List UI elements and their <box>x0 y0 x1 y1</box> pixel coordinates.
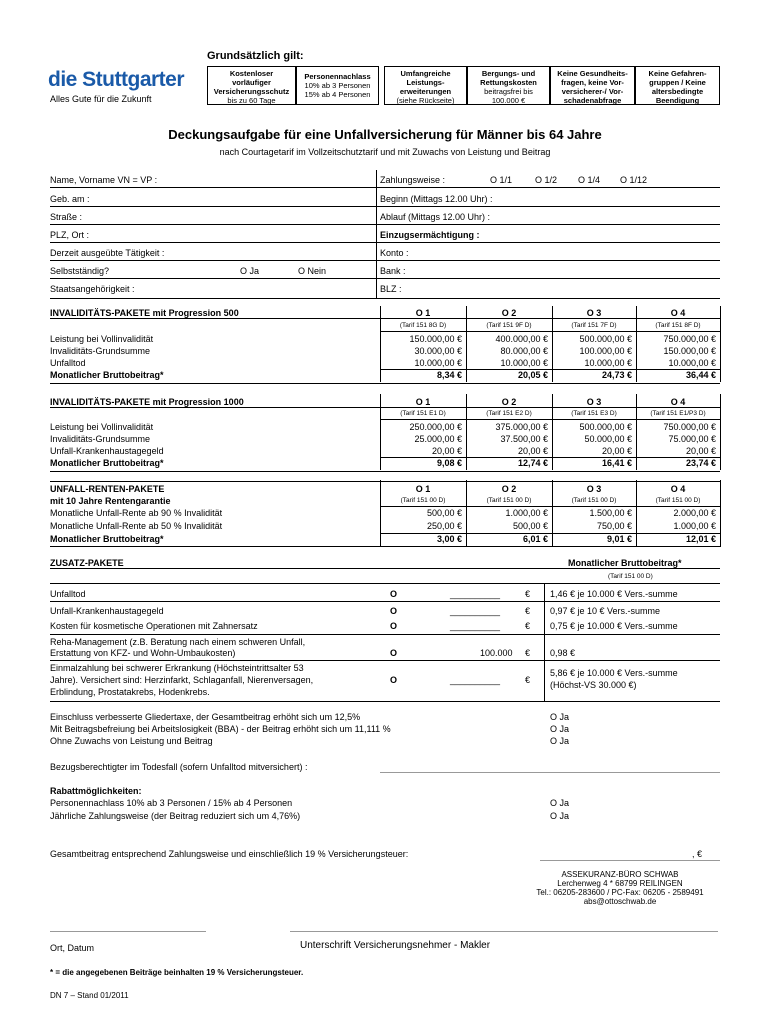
pkg3-cell: 1.000,00 € <box>673 521 716 531</box>
pkg2-cell: 12,74 € <box>517 458 548 468</box>
zusatz-ez-1: Einmalzahlung bei schwerer Erkrankung (Höchsteintrittsalter 53 <box>50 663 304 673</box>
pkg2-col-1[interactable]: O 1 <box>415 397 431 407</box>
pkg3-cell: 250,00 € <box>426 521 462 531</box>
zusatz-beitrag-header: Monatlicher Bruttobeitrag* <box>568 558 682 568</box>
zusatz-kh: Unfall-Krankenhaustagegeld <box>50 606 164 616</box>
feature-line: Personennachlass <box>304 72 371 81</box>
feature-line: bis zu 60 Tage <box>227 96 276 105</box>
pkg1-cell: 30.000,00 € <box>414 346 462 356</box>
feature-line: altersbedingte <box>651 87 704 96</box>
footnote: * = die angegebenen Beiträge beinhalten 19 % Versicherungsteuer. <box>50 968 304 977</box>
column-divider <box>552 480 553 547</box>
pkg3-cell: 9,01 € <box>606 534 632 544</box>
pkg2-cell: 23,74 € <box>685 458 716 468</box>
zusatz-unfalltod: Unfalltod <box>50 589 86 599</box>
pkg3-title: UNFALL-RENTEN-PAKETE <box>50 484 165 494</box>
pkg2-title: INVALIDITÄTS-PAKETE mit Progression 1000 <box>50 397 244 407</box>
pkg2-cell: 250.000,00 € <box>409 422 462 432</box>
pkg2-cell: 37.500,00 € <box>500 434 548 444</box>
pkg3-cell: 1.500,00 € <box>589 508 632 518</box>
zusatz-ez-input[interactable]: __________ <box>450 675 501 685</box>
pkg2-cell: 750.000,00 € <box>663 422 716 432</box>
pkg2-tarif-2: (Tarif 151 E2 D) <box>486 410 532 417</box>
geb-label: Geb. am : <box>50 194 90 204</box>
sum-divider <box>380 369 720 370</box>
extra-gliedertaxe: Einschluss verbesserte Gliedertaxe, der Gesamtbeitrag erhöht sich um 12,5% <box>50 712 361 722</box>
feature-line: (siehe Rückseite) <box>396 96 455 105</box>
unterschrift-label: Unterschrift Versicherungsnehmer - Makler <box>300 940 491 951</box>
euro: € <box>525 606 531 616</box>
column-divider <box>466 394 467 470</box>
pkg2-cell: 75.000,00 € <box>668 434 716 444</box>
ort-datum-label: Ort, Datum <box>50 943 95 953</box>
selbst-ja[interactable]: O Ja <box>240 266 260 276</box>
pkg3-cell: 750,00 € <box>596 521 632 531</box>
feature-line: Versicherungsschutz <box>213 87 290 96</box>
pkg1-title: INVALIDITÄTS-PAKETE mit Progression 500 <box>50 308 239 318</box>
column-divider <box>552 394 553 470</box>
rabatt-1: Personennachlass 10% ab 3 Personen / 15% ab 4 Personen <box>50 798 293 808</box>
euro: € <box>525 621 531 631</box>
pkg2-cell: 20,00 € <box>685 446 716 456</box>
feature-box-1 <box>207 66 296 105</box>
zusatz-kh-price: 0,97 € je 10 € Vers.-summe <box>550 606 661 616</box>
pkg3-cell: 500,00 € <box>426 508 462 518</box>
pkg1-col-3[interactable]: O 3 <box>586 308 602 318</box>
pkg2-tarif-1: (Tarif 151 E1 D) <box>400 410 446 417</box>
zw-option-1[interactable]: O 1/1 <box>490 175 513 185</box>
euro: € <box>525 648 531 658</box>
address-line: abs@ottoschwab.de <box>583 897 657 906</box>
feature-box-2 <box>296 66 379 105</box>
column-divider <box>466 306 467 382</box>
pkg1-row-label: Monatlicher Bruttobeitrag* <box>50 370 164 380</box>
pkg2-col-4[interactable]: O 4 <box>670 397 686 407</box>
euro: € <box>525 589 531 599</box>
address-line: ASSEKURANZ-BÜRO SCHWAB <box>561 870 679 879</box>
pkg1-cell: 100.000,00 € <box>579 346 632 356</box>
name-label: Name, Vorname VN = VP : <box>50 175 158 185</box>
feature-line: Rettungskosten <box>480 78 537 87</box>
pkg3-cell: 3,00 € <box>436 534 462 544</box>
pkg2-cell: 20,00 € <box>517 446 548 456</box>
zw-option-2[interactable]: O 1/2 <box>535 175 558 185</box>
zahlungsweise-label: Zahlungsweise : <box>380 175 446 185</box>
feature-line: Leistungs- <box>406 78 445 87</box>
pkg1-cell: 10.000,00 € <box>414 358 462 368</box>
taetigkeit-label: Derzeit ausgeübte Tätigkeit : <box>50 248 165 258</box>
konto-label: Konto : <box>380 248 409 258</box>
zusatz-ez-price-1: 5,86 € je 10.000 € Vers.-summe <box>550 668 678 678</box>
pkg2-col-3[interactable]: O 3 <box>586 397 602 407</box>
sum-divider <box>380 457 720 458</box>
logo-tagline: Alles Gute für die Zukunft <box>50 94 152 104</box>
feature-line: versicherer-/ Vor- <box>561 87 624 96</box>
feature-box-3 <box>384 66 467 105</box>
zusatz-kh-check[interactable]: O <box>390 606 398 616</box>
pkg1-cell: 8,34 € <box>436 370 462 380</box>
zusatz-ez-price-2: (Höchst-VS 30.000 €) <box>550 680 637 690</box>
pkg2-cell: 50.000,00 € <box>584 434 632 444</box>
address-block <box>520 870 720 906</box>
staat-label: Staatsangehörigkeit : <box>50 284 135 294</box>
pkg2-row-label: Unfall-Krankenhaustagegeld <box>50 446 164 456</box>
einzug-label: Einzugsermächtigung : <box>380 230 480 240</box>
pkg2-cell: 500.000,00 € <box>579 422 632 432</box>
selbst-label: Selbstständig? <box>50 266 110 276</box>
zw-option-3[interactable]: O 1/4 <box>578 175 601 185</box>
pkg1-cell: 24,73 € <box>601 370 632 380</box>
pkg1-cell: 36,44 € <box>685 370 716 380</box>
zusatz-ez-3: Erblindung, Prostatakrebs, Hodenkrebs. <box>50 687 210 697</box>
column-divider <box>380 306 381 382</box>
zusatz-reha-1: Reha-Management (z.B. Beratung nach einem schweren Unfall, <box>50 637 306 647</box>
pkg1-cell: 500.000,00 € <box>579 334 632 344</box>
column-divider <box>720 306 721 382</box>
pkg3-cell: 500,00 € <box>512 521 548 531</box>
pkg1-tarif-1: (Tarif 151 8G D) <box>399 322 447 329</box>
pkg3-col-3[interactable]: O 3 <box>586 484 602 494</box>
pkg1-col-2[interactable]: O 2 <box>501 308 517 318</box>
zusatz-reha-price: 0,98 € <box>550 648 576 658</box>
feature-box-4 <box>467 66 550 105</box>
blz-label: BLZ : <box>380 284 402 294</box>
grundsatz-title: Grundsätzlich gilt: <box>207 50 304 62</box>
ablauf-label: Ablauf (Mittags 12.00 Uhr) : <box>380 212 491 222</box>
pkg3-row-label: Monatliche Unfall-Rente ab 90 % Invalidität <box>50 508 223 518</box>
column-divider <box>636 394 637 470</box>
feature-line: fragen, keine Vor- <box>561 78 624 87</box>
pkg2-cell: 25.000,00 € <box>414 434 462 444</box>
pkg3-col-1[interactable]: O 1 <box>415 484 431 494</box>
zusatz-ez-2: Jahre). Versichert sind: Herzinfarkt, Schlaganfall, Nierenversagen, <box>50 675 314 685</box>
logo: die Stuttgarter <box>48 68 185 91</box>
pkg1-cell: 20,05 € <box>517 370 548 380</box>
column-divider <box>552 306 553 382</box>
pkg1-col-4[interactable]: O 4 <box>670 308 686 318</box>
rabatt-title: Rabattmöglichkeiten: <box>50 786 142 796</box>
feature-box-5 <box>550 66 635 105</box>
zusatz-reha-2: Erstattung von KFZ- und Wohn-Umbaukosten) <box>50 648 236 658</box>
pkg3-tarif-1: (Tarif 151 00 D) <box>400 497 446 504</box>
feature-line: 10% ab 3 Personen <box>304 81 371 90</box>
feature-line: Beendigung <box>655 96 700 105</box>
document-title: Deckungsaufgabe für eine Unfallversicherung für Männer bis 64 Jahre <box>168 127 602 142</box>
rabatt-1-ja[interactable]: O Ja <box>550 798 570 808</box>
zusatz-ez-check[interactable]: O <box>390 675 398 685</box>
column-divider <box>380 480 381 547</box>
column-divider <box>466 480 467 547</box>
rabatt-2: Jährliche Zahlungsweise (der Beitrag reduziert sich um 4,76%) <box>50 811 301 821</box>
pkg3-cell: 6,01 € <box>522 534 548 544</box>
pkg1-tarif-2: (Tarif 151 9F D) <box>486 322 532 329</box>
feature-line: gruppen / Keine <box>649 78 706 87</box>
pkg2-cell: 9,08 € <box>436 458 462 468</box>
doc-stand: DN 7 – Stand 01/2011 <box>50 991 129 1000</box>
pkg3-cell: 12,01 € <box>685 534 716 544</box>
pkg1-cell: 10.000,00 € <box>500 358 548 368</box>
zusatz-kosm-check[interactable]: O <box>390 621 398 631</box>
pkg2-row-label: Monatlicher Bruttobeitrag* <box>50 458 164 468</box>
zusatz-unfalltod-input[interactable]: __________ <box>450 589 501 599</box>
feature-line: Keine Gefahren- <box>648 69 707 78</box>
zusatz-tarif: (Tarif 151 00 D) <box>608 573 653 580</box>
pkg3-row-label: Monatliche Unfall-Rente ab 50 % Invalidität <box>50 521 223 531</box>
feature-line: Keine Gesundheits- <box>557 69 628 78</box>
feature-line: 15% ab 4 Personen <box>304 90 371 99</box>
pkg2-tarif-3: (Tarif 151 E3 D) <box>571 410 617 417</box>
pkg3-tarif-3: (Tarif 151 00 D) <box>571 497 617 504</box>
feature-line: Kostenloser <box>229 69 274 78</box>
gesamt-value[interactable]: , € <box>692 849 703 859</box>
euro: € <box>525 675 531 685</box>
pkg1-cell: 10.000,00 € <box>668 358 716 368</box>
pkg2-col-2[interactable]: O 2 <box>501 397 517 407</box>
gesamt-label: Gesamtbeitrag entsprechend Zahlungsweise und einschließlich 19 % Versicherungsteuer: <box>50 849 409 859</box>
pkg2-cell: 20,00 € <box>431 446 462 456</box>
zusatz-kh-input[interactable]: __________ <box>450 606 501 616</box>
zusatz-unfalltod-price: 1,46 € je 10.000 € Vers.-summe <box>550 589 678 599</box>
pkg1-cell: 150.000,00 € <box>663 346 716 356</box>
pkg2-tarif-4: (Tarif 151 E1/P3 D) <box>650 410 706 417</box>
pkg3-title2: mit 10 Jahre Rentengarantie <box>50 496 171 506</box>
document-subtitle: nach Courtagetarif im Vollzeitschutztarif und mit Zuwachs von Leistung und Beitrag <box>219 147 551 157</box>
pkg1-cell: 750.000,00 € <box>663 334 716 344</box>
pkg2-cell: 375.000,00 € <box>495 422 548 432</box>
column-divider <box>636 480 637 547</box>
zusatz-unfalltod-check[interactable]: O <box>390 589 398 599</box>
pkg2-row-label: Leistung bei Vollinvalidität <box>50 422 154 432</box>
feature-box-6 <box>635 66 720 105</box>
feature-line: erweiterungen <box>399 87 452 96</box>
pkg1-cell: 150.000,00 € <box>409 334 462 344</box>
extra-ohne-zuwachs: Ohne Zuwachs von Leistung und Beitrag <box>50 736 213 746</box>
bank-label: Bank : <box>380 266 406 276</box>
pkg3-tarif-4: (Tarif 151 00 D) <box>655 497 701 504</box>
pkg1-cell: 80.000,00 € <box>500 346 548 356</box>
pkg2-cell: 16,41 € <box>601 458 632 468</box>
zusatz-title: ZUSATZ-PAKETE <box>50 558 124 568</box>
pkg1-row-label: Invaliditäts-Grundsumme <box>50 346 151 356</box>
strasse-label: Straße : <box>50 212 83 222</box>
pkg3-row-label: Monatlicher Bruttobeitrag* <box>50 534 164 544</box>
pkg3-col-4[interactable]: O 4 <box>670 484 686 494</box>
zusatz-kosm-input[interactable]: __________ <box>450 621 501 631</box>
feature-line: 100.000 € <box>491 96 526 105</box>
column-divider <box>720 394 721 470</box>
rabatt-2-ja[interactable]: O Ja <box>550 811 570 821</box>
feature-line: schadenabfrage <box>563 96 622 105</box>
column-divider <box>720 480 721 547</box>
pkg1-row-label: Leistung bei Vollinvalidität <box>50 334 154 344</box>
extra-ohne-zuwachs-ja[interactable]: O Ja <box>550 736 570 746</box>
feature-line: Bergungs- und <box>481 69 536 78</box>
feature-line: Umfangreiche <box>400 69 451 78</box>
pkg1-tarif-3: (Tarif 151 7F D) <box>571 322 617 329</box>
beginn-label: Beginn (Mittags 12.00 Uhr) : <box>380 194 493 204</box>
pkg1-cell: 10.000,00 € <box>584 358 632 368</box>
address-line: Lerchenweg 4 * 68799 REILINGEN <box>557 879 683 888</box>
extra-gliedertaxe-ja[interactable]: O Ja <box>550 712 570 722</box>
zw-option-4[interactable]: O 1/12 <box>620 175 648 185</box>
column-divider <box>380 394 381 470</box>
pkg1-col-1[interactable]: O 1 <box>415 308 431 318</box>
bezug-label: Bezugsberechtigter im Todesfall (sofern Unfalltod mitversichert) : <box>50 762 308 772</box>
zusatz-reha-check[interactable]: O <box>390 648 398 658</box>
sum-divider <box>380 533 720 534</box>
zusatz-kosm-price: 0,75 € je 10.000 € Vers.-summe <box>550 621 678 631</box>
pkg1-row-label: Unfalltod <box>50 358 86 368</box>
column-divider <box>636 306 637 382</box>
plz-label: PLZ, Ort : <box>50 230 90 240</box>
pkg1-cell: 400.000,00 € <box>495 334 548 344</box>
pkg3-cell: 2.000,00 € <box>673 508 716 518</box>
pkg3-col-2[interactable]: O 2 <box>501 484 517 494</box>
pkg1-tarif-4: (Tarif 151 8F D) <box>655 322 701 329</box>
zusatz-kosm: Kosten für kosmetische Operationen mit Zahnersatz <box>50 621 258 631</box>
selbst-nein[interactable]: O Nein <box>298 266 327 276</box>
pkg2-cell: 20,00 € <box>601 446 632 456</box>
pkg3-cell: 1.000,00 € <box>505 508 548 518</box>
feature-line: beitragsfrei bis <box>484 87 533 96</box>
pkg2-row-label: Invaliditäts-Grundsumme <box>50 434 151 444</box>
pkg3-tarif-2: (Tarif 151 00 D) <box>486 497 532 504</box>
extra-bba: Mit Beitragsbefreiung bei Arbeitslosigkeit (BBA) - der Beitrag erhöht sich um 11,111 % <box>50 724 391 734</box>
zusatz-reha-amount: 100.000 <box>480 648 513 658</box>
address-line: Tel.: 06205-283600 / PC-Fax: 06205 - 2589491 <box>536 888 704 897</box>
extra-bba-ja[interactable]: O Ja <box>550 724 570 734</box>
feature-line: vorläufiger <box>232 78 271 87</box>
